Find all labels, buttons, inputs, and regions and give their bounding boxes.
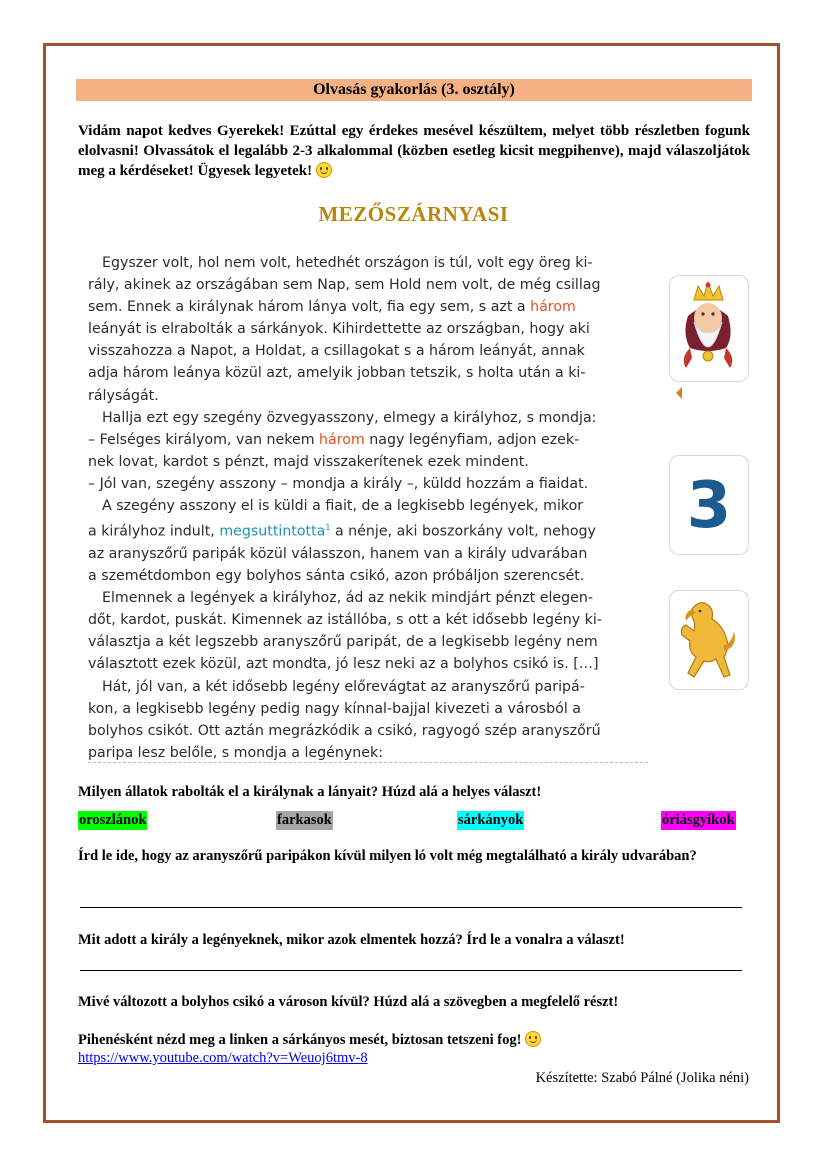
story-line: Hát, jól van, a két idősebb legény előrevágtat az aranyszőrű paripá- <box>102 678 585 695</box>
page-title <box>76 79 752 101</box>
option-oriasgyikok[interactable]: óriásgyíkok <box>662 812 735 828</box>
golden-horse-icon <box>670 591 747 688</box>
story-line: leányát is elrabolták a sárkányok. Kihirdettette az országban, hogy aki <box>88 321 590 338</box>
question-5 <box>78 1031 750 1050</box>
badge-number: 3 <box>686 469 732 543</box>
story-text <box>88 252 653 764</box>
option-farkasok[interactable]: farkasok <box>277 812 332 828</box>
question-4: Mivé változott a bolyhos csikó a városon kívül? Húzd alá a szövegben a megfelelő részt! <box>78 994 619 1010</box>
story-line: adja három leánya közül azt, amelyik jobban tetszik, s holta után a ki- <box>88 365 586 382</box>
footnote-marker: 1 <box>325 523 331 533</box>
intro-paragraph <box>78 121 750 181</box>
story-line: választott ezek közül, azt mondta, jó lesz neki az a bolyhos csikó is. […] <box>88 656 599 673</box>
intro-text: Vidám napot kedves Gyerekek! Ezúttal egy érdekes mesével készültem, melyet több részletben fogunk elolvasni! Olvassátok el legalább 2-3 alkalommal (közben esetleg kicsit megpihenve), majd válaszoljátok meg a kérdéseket! Ügyesek legyetek! <box>78 123 750 179</box>
smiley-face-icon <box>525 1031 541 1047</box>
king-icon <box>670 276 747 380</box>
story-line: A szegény asszony el is küldi a fiait, de a legkisebb legények, mikor <box>102 498 584 515</box>
question-5-text: Pihenésként nézd meg a linken a sárkányos mesét, biztosan tetszeni fog! <box>78 1032 522 1048</box>
highlight-word: három <box>530 299 576 316</box>
story-line: Elmennek a legények a királyhoz, ád az nekik mindjárt pénzt elegen- <box>102 590 593 607</box>
option-sarkanyok[interactable]: sárkányok <box>458 812 524 828</box>
answer-line-2[interactable] <box>80 970 742 971</box>
story-line: az aranyszőrű paripák közül válasszon, hanem van a király udvarában <box>88 545 588 562</box>
story-line: rály, akinek az országában sem Nap, sem Hold nem volt, de még csillag <box>88 277 601 294</box>
story-line: bolyhos csikót. Ott aztán megrázkódik a csikó, ragyogó szép aranyszőrű <box>88 722 601 739</box>
story-line-part: – Felséges királyom, van nekem <box>88 431 320 448</box>
story-line <box>88 429 653 451</box>
smiley-face-icon <box>316 162 332 178</box>
story-line: paripa lesz belőle, s mondja a legénynek: <box>88 744 384 761</box>
story-line: dőt, kardot, puskát. Kimennek az istállóba, s ott a két idősebb legény ki- <box>88 612 602 629</box>
option-oroszlanok[interactable]: oroszlánok <box>79 812 147 828</box>
author-credit: Készítette: Szabó Pálné (Jolika néni) <box>535 1070 749 1086</box>
question-2: Írd le ide, hogy az aranyszőrű paripákon kívül milyen ló volt még megtalálható a király udvarában? <box>78 848 697 864</box>
highlight-word: három <box>319 431 365 448</box>
king-illustration <box>669 275 749 382</box>
story-line: Hallja ezt egy szegény özvegyasszony, elmegy a királyhoz, s mondja: <box>102 409 597 426</box>
page-title-text: Olvasás gyakorlás (3. osztály) <box>313 81 515 98</box>
youtube-link[interactable]: https://www.youtube.com/watch?v=Weuoj6tmv-8 <box>78 1050 368 1066</box>
story-line-part: a királyhoz indult, <box>88 523 220 540</box>
orange-arrow-icon <box>676 387 682 399</box>
story-cutoff-line <box>88 762 648 763</box>
story-line: nek lovat, kardot s pénzt, majd visszakerítenek ezek mindent. <box>88 453 529 470</box>
number-badge <box>669 455 749 555</box>
story-line: visszahozza a Napot, a Holdat, a csillagokat s a három leányát, annak <box>88 343 585 360</box>
story-line: kon, a legkisebb legény pedig nagy kínnal-bajjal kivezeti a városból a <box>88 700 581 717</box>
story-line: rályságát. <box>88 387 159 404</box>
question-3: Mit adott a király a legényeknek, mikor azok elmentek hozzá? Írd le a vonalra a választ! <box>78 932 625 948</box>
story-line: Egyszer volt, hol nem volt, hetedhét országon is túl, volt egy öreg ki- <box>102 255 593 271</box>
story-line <box>88 517 653 543</box>
story-line <box>88 296 653 318</box>
glossary-word: megsuttintotta <box>219 523 326 540</box>
story-line: a szemétdombon egy bolyhos sánta csikó, azon próbáljon szerencsét. <box>88 568 585 585</box>
golden-horse-illustration <box>669 590 749 690</box>
story-line-part: a nénje, aki boszorkány volt, nehogy <box>330 523 596 540</box>
answer-line-1[interactable] <box>80 907 742 908</box>
story-line-part: sem. Ennek a királynak három lánya volt, fia egy sem, s azt a <box>88 299 531 316</box>
question-1: Milyen állatok rabolták el a királynak a lányait? Húzd alá a helyes választ! <box>78 784 542 800</box>
story-line: – Jól van, szegény asszony – mondja a király –, küldd hozzám a fiaidat. <box>88 475 589 492</box>
story-line-part: nagy legényfiam, adjon ezek- <box>364 431 580 448</box>
story-line: választja a két legszebb aranyszőrű paripát, de a legkisebb legény nem <box>88 634 598 651</box>
story-title: MEZŐSZÁRNYASI <box>318 202 509 226</box>
